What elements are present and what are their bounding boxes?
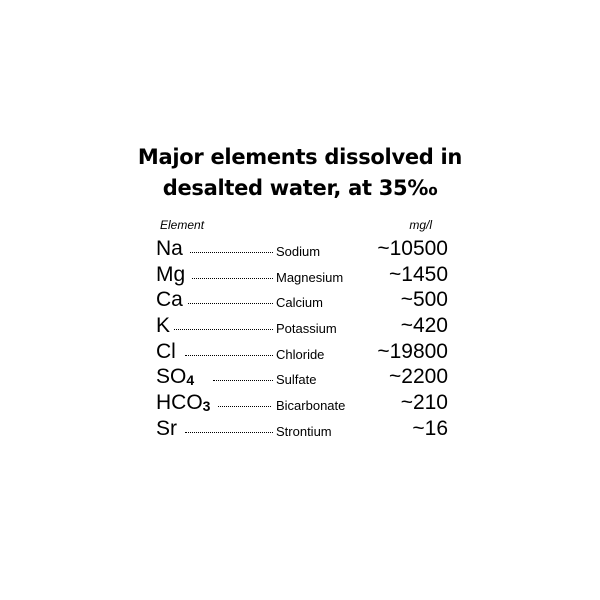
elements-table (156, 216, 448, 442)
table-row (156, 416, 448, 442)
element-name: Bicarbonate (276, 398, 346, 414)
element-concentration: ~10500 (377, 237, 448, 260)
table-row (156, 339, 448, 365)
leader-dots (190, 250, 273, 253)
element-symbol: $SO_4$ (156, 365, 195, 389)
element-symbol: $HCO_3$ (156, 391, 211, 415)
table-row (156, 364, 448, 390)
element-name: Sulfate (276, 372, 317, 388)
table-row (156, 262, 448, 288)
element-concentration: ~16 (412, 416, 448, 440)
element-symbol: Na (156, 237, 183, 260)
leader-dots (185, 430, 273, 433)
table-row (156, 313, 448, 339)
title-line-1: Major elements dissolved in (137, 145, 463, 169)
element-name: Potassium (276, 321, 337, 337)
table-row (156, 287, 448, 313)
element-concentration: ~1450 (389, 262, 448, 286)
element-symbol: K (156, 314, 171, 338)
leader-dots (218, 404, 271, 407)
table-row (156, 390, 448, 416)
element-concentration: ~2200 (389, 365, 448, 389)
element-concentration: ~19800 (377, 339, 448, 363)
title-line-2: desalted water, at 35‰ (162, 176, 438, 200)
element-name: Chloride (276, 346, 325, 362)
element-concentration: ~210 (400, 391, 448, 415)
element-symbol: Sr (156, 416, 177, 440)
element-concentration: ~420 (400, 314, 448, 338)
leader-dots (185, 353, 273, 356)
element-name: Sodium (276, 244, 321, 259)
element-symbol: Ca (156, 288, 183, 312)
unit-column-header: mg/l (409, 218, 432, 232)
element-name: Strontium (276, 423, 332, 439)
leader-dots (192, 276, 273, 279)
element-column-header: Element (160, 218, 205, 232)
leader-dots (213, 378, 273, 381)
element-name: Magnesium (276, 269, 344, 285)
table-row (156, 236, 448, 262)
element-symbol: Mg (156, 262, 186, 286)
element-symbol: Cl (156, 339, 176, 363)
leader-dots (188, 301, 273, 304)
leader-dots (174, 327, 273, 330)
element-name: Calcium (276, 295, 323, 311)
table-header (156, 216, 448, 236)
page-title (0, 142, 600, 204)
element-concentration: ~500 (400, 288, 448, 312)
